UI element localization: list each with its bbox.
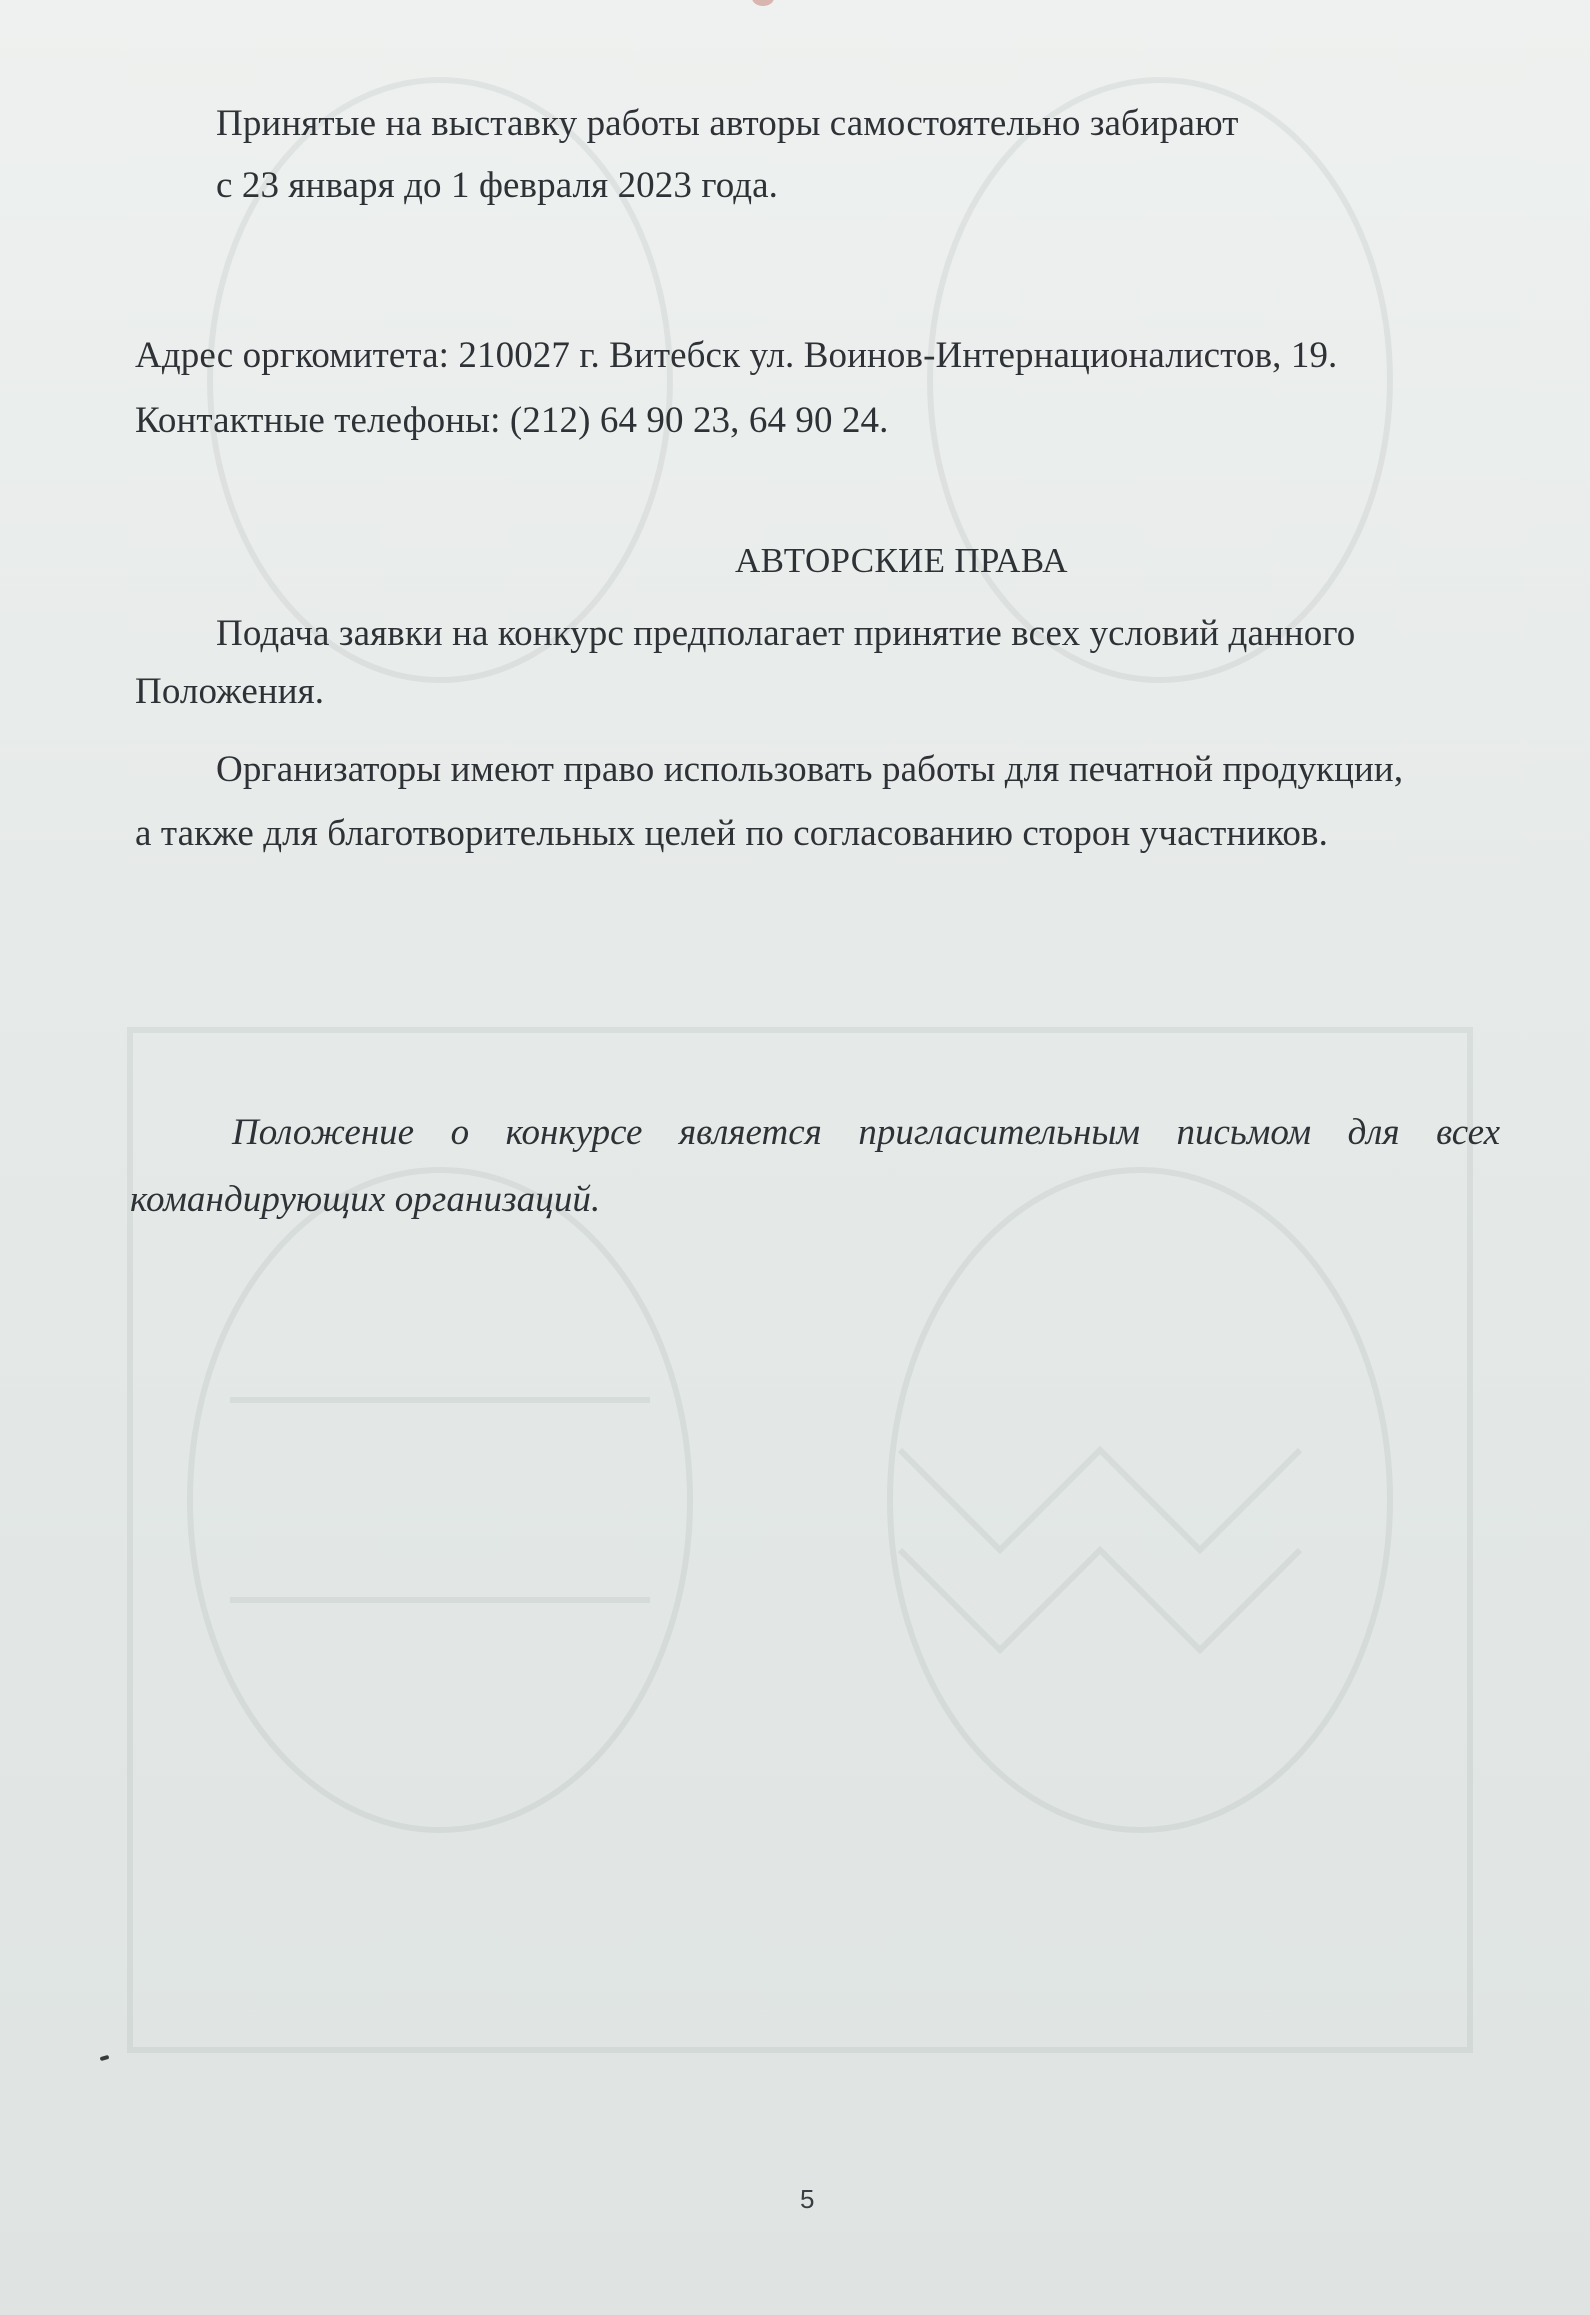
pickup-line-2: с 23 января до 1 февраля 2023 года. (216, 165, 779, 206)
pickup-line-1: Принятые на выставку работы авторы самостоятельно забирают (216, 103, 1239, 144)
note-line-1: Положение о конкурсе является пригласительным письмом для всех (232, 1112, 1500, 1153)
note-line-2: командирующих организаций. (130, 1179, 601, 1220)
address-line: Адрес оргкомитета: 210027 г. Витебск ул. Воинов-Интернационалистов, 19. (135, 335, 1338, 376)
copyright-p1-line-1: Подача заявки на конкурс предполагает принятие всех условий данного (216, 613, 1356, 654)
copyright-p2-line-2: а также для благотворительных целей по согласованию сторон участников. (135, 813, 1328, 854)
copyright-heading: АВТОРСКИЕ ПРАВА (735, 541, 1068, 580)
copyright-p1-line-2: Положения. (135, 671, 325, 712)
phones-line: Контактные телефоны: (212) 64 90 23, 64 90 24. (135, 400, 889, 441)
page-number: 5 (800, 2184, 815, 2214)
copyright-p2-line-1: Организаторы имеют право использовать работы для печатной продукции, (216, 749, 1404, 790)
